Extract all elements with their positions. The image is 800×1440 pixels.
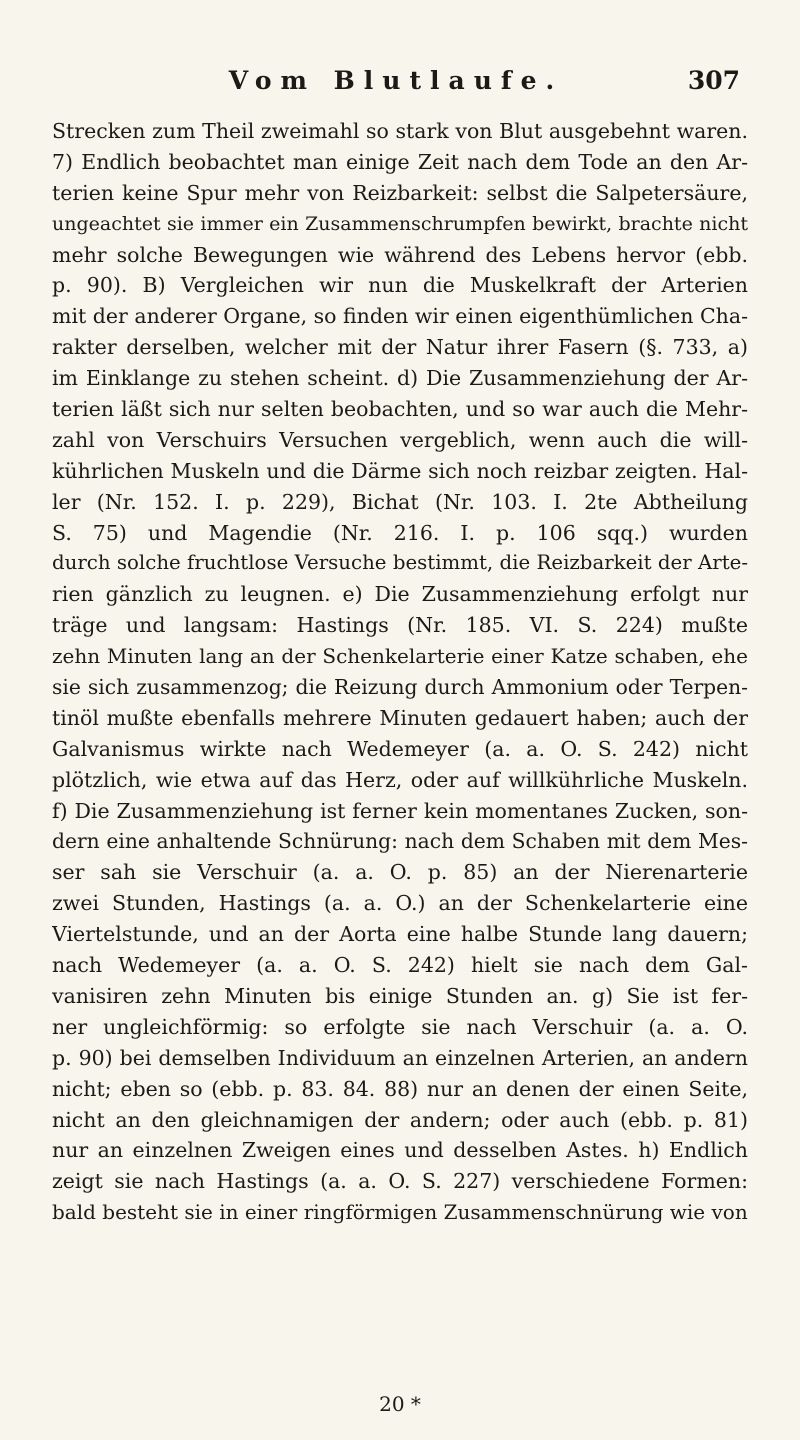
running-title: Vom Blutlaufe.	[228, 66, 564, 95]
text-line: 7) Endlich beobachtet man einige Zeit nach dem Tode an den Ar-	[52, 149, 748, 174]
text-line: zehn Minuten lang an der Schenkelarterie einer Katze schaben, ehe	[52, 644, 748, 669]
text-line: terien läßt sich nur selten beobachten, und so war auch die Mehr-	[52, 397, 748, 422]
text-line: ungeachtet sie immer ein Zusammenschrumpfen bewirkt, brachte nicht	[52, 212, 748, 235]
text-line: terien keine Spur mehr von Reizbarkeit: selbst die Salpetersäure,	[52, 180, 748, 205]
text-line: plötzlich, wie etwa auf das Herz, oder auf willkührliche Muskeln.	[52, 767, 748, 792]
text-line: träge und langsam: Hastings (Nr. 185. VI. S. 224) mußte	[52, 613, 748, 638]
text-line: mit der anderer Organe, so finden wir einen eigenthümlichen Cha-	[52, 304, 748, 329]
text-line: zwei Stunden, Hastings (a. a. O.) an der Schenkelarterie eine	[52, 891, 748, 916]
text-line: nach Wedemeyer (a. a. O. S. 242) hielt sie nach dem Gal-	[52, 953, 748, 978]
text-line: S. 75) und Magendie (Nr. 216. I. p. 106 sqq.) wurden	[52, 520, 748, 545]
text-line: kührlichen Muskeln und die Därme sich noch reizbar zeigten. Hal-	[52, 458, 748, 483]
text-line: rakter derselben, welcher mit der Natur ihrer Fasern (§. 733, a)	[52, 335, 748, 360]
text-line: Galvanismus wirkte nach Wedemeyer (a. a. O. S. 242) nicht	[52, 736, 748, 761]
text-line: zeigt sie nach Hastings (a. a. O. S. 227) verschiedene Formen:	[52, 1169, 748, 1194]
text-line: zahl von Verschuirs Versuchen vergeblich, wenn auch die will-	[52, 427, 748, 452]
signature-mark: 20 *	[379, 1392, 421, 1416]
text-line: tinöl mußte ebenfalls mehrere Minuten gedauert haben; auch der	[52, 705, 748, 730]
text-line: dern eine anhaltende Schnürung: nach dem Schaben mit dem Mes-	[52, 829, 748, 854]
text-line: nur an einzelnen Zweigen eines und desselben Astes. h) Endlich	[52, 1138, 748, 1163]
running-head	[52, 66, 740, 106]
text-line: vanisiren zehn Minuten bis einige Stunden an. g) Sie ist fer-	[52, 983, 748, 1008]
text-line: f) Die Zusammenziehung ist ferner kein momentanes Zucken, son-	[52, 798, 748, 823]
text-line: Strecken zum Theil zweimahl so stark von Blut ausgebehnt waren.	[52, 119, 748, 143]
text-line: durch solche fruchtlose Versuche bestimmt, die Reizbarkeit der Arte-	[52, 551, 748, 575]
text-line: p. 90). B) Vergleichen wir nun die Muskelkraft der Arterien	[52, 273, 748, 298]
text-line: ser sah sie Verschuir (a. a. O. p. 85) an der Nierenarterie	[52, 860, 748, 885]
text-line: Viertelstunde, und an der Aorta eine halbe Stunde lang dauern;	[52, 922, 748, 947]
text-line: im Einklange zu stehen scheint. d) Die Zusammenziehung der Ar-	[52, 366, 748, 391]
text-line: p. 90) bei demselben Individuum an einzelnen Arterien, an andern	[52, 1045, 748, 1070]
text-line: sie sich zusammenzog; die Reizung durch Ammonium oder Terpen-	[52, 675, 748, 700]
text-line: ner ungleichförmig: so erfolgte sie nach Verschuir (a. a. O.	[52, 1014, 748, 1039]
body-text	[52, 116, 748, 1228]
text-line: bald besteht sie in einer ringförmigen Zusammenschnürung wie von	[52, 1200, 748, 1225]
page-number: 307	[687, 66, 740, 95]
text-line: nicht; eben so (ebb. p. 83. 84. 88) nur an denen der einen Seite,	[52, 1076, 748, 1101]
text-line: ler (Nr. 152. I. p. 229), Bichat (Nr. 103. I. 2te Abtheilung	[52, 489, 748, 514]
text-line: nicht an den gleichnamigen der andern; oder auch (ebb. p. 81)	[52, 1107, 748, 1132]
text-line: rien gänzlich zu leugnen. e) Die Zusammenziehung erfolgt nur	[52, 582, 748, 607]
text-line: mehr solche Bewegungen wie während des Lebens hervor (ebb.	[52, 242, 748, 267]
